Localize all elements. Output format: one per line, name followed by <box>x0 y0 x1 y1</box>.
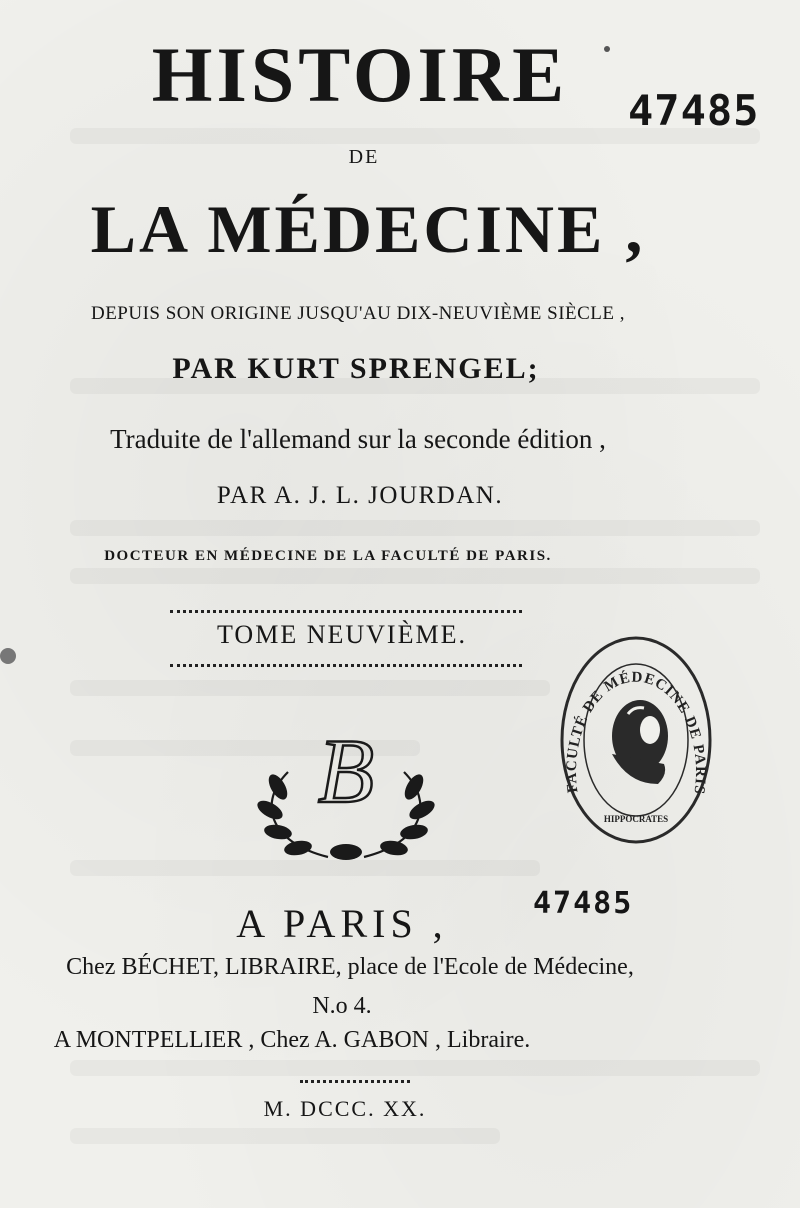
stamp-inner-text: HIPPOCRATES <box>603 814 669 824</box>
ornamental-rule-top <box>170 610 522 613</box>
title-description: DEPUIS SON ORIGINE JUSQU'AU DIX-NEUVIÈME SIÈCLE , <box>90 303 626 324</box>
publisher-number: N.o 4. <box>312 993 372 1019</box>
show-through-line <box>70 568 760 584</box>
publication-date: M. DCCC. XX. <box>263 1096 427 1121</box>
monogram-letter: B <box>317 720 375 822</box>
library-stamp-icon <box>558 634 714 846</box>
shelf-number-bottom: 47485 <box>533 886 634 921</box>
show-through-line <box>70 520 760 536</box>
volume-label: TOME NEUVIÈME. <box>217 620 467 649</box>
ink-spot <box>604 46 610 52</box>
imprint-place: A PARIS , <box>236 901 448 946</box>
ornamental-rule-bottom <box>170 664 522 667</box>
book-title: HISTOIRE <box>151 31 569 118</box>
monogram-wreath-icon <box>248 712 444 878</box>
book-subtitle: LA MÉDECINE , <box>90 191 646 267</box>
title-connector: DE <box>348 146 380 168</box>
show-through-line <box>70 1128 500 1144</box>
translator-title: DOCTEUR EN MÉDECINE DE LA FACULTÉ DE PARIS. <box>104 548 552 564</box>
translator-line: PAR A. J. L. JOURDAN. <box>216 482 504 509</box>
publisher-line: Chez BÉCHET, LIBRAIRE, place de l'Ecole de Médecine, <box>66 954 634 980</box>
author-line: PAR KURT SPRENGEL; <box>172 352 540 385</box>
montpellier-line: A MONTPELLIER , Chez A. GABON , Libraire. <box>53 1027 531 1053</box>
shelf-number-top: 47485 <box>628 86 760 135</box>
stamp-text: FACULTÉ DE MÉDECINE DE PARIS <box>563 669 709 796</box>
ink-spot <box>0 648 16 664</box>
ornamental-rule-small <box>300 1080 410 1083</box>
translation-note: Traduite de l'allemand sur la seconde édition , <box>110 424 606 454</box>
show-through-line <box>70 1060 760 1076</box>
show-through-line <box>70 680 550 696</box>
